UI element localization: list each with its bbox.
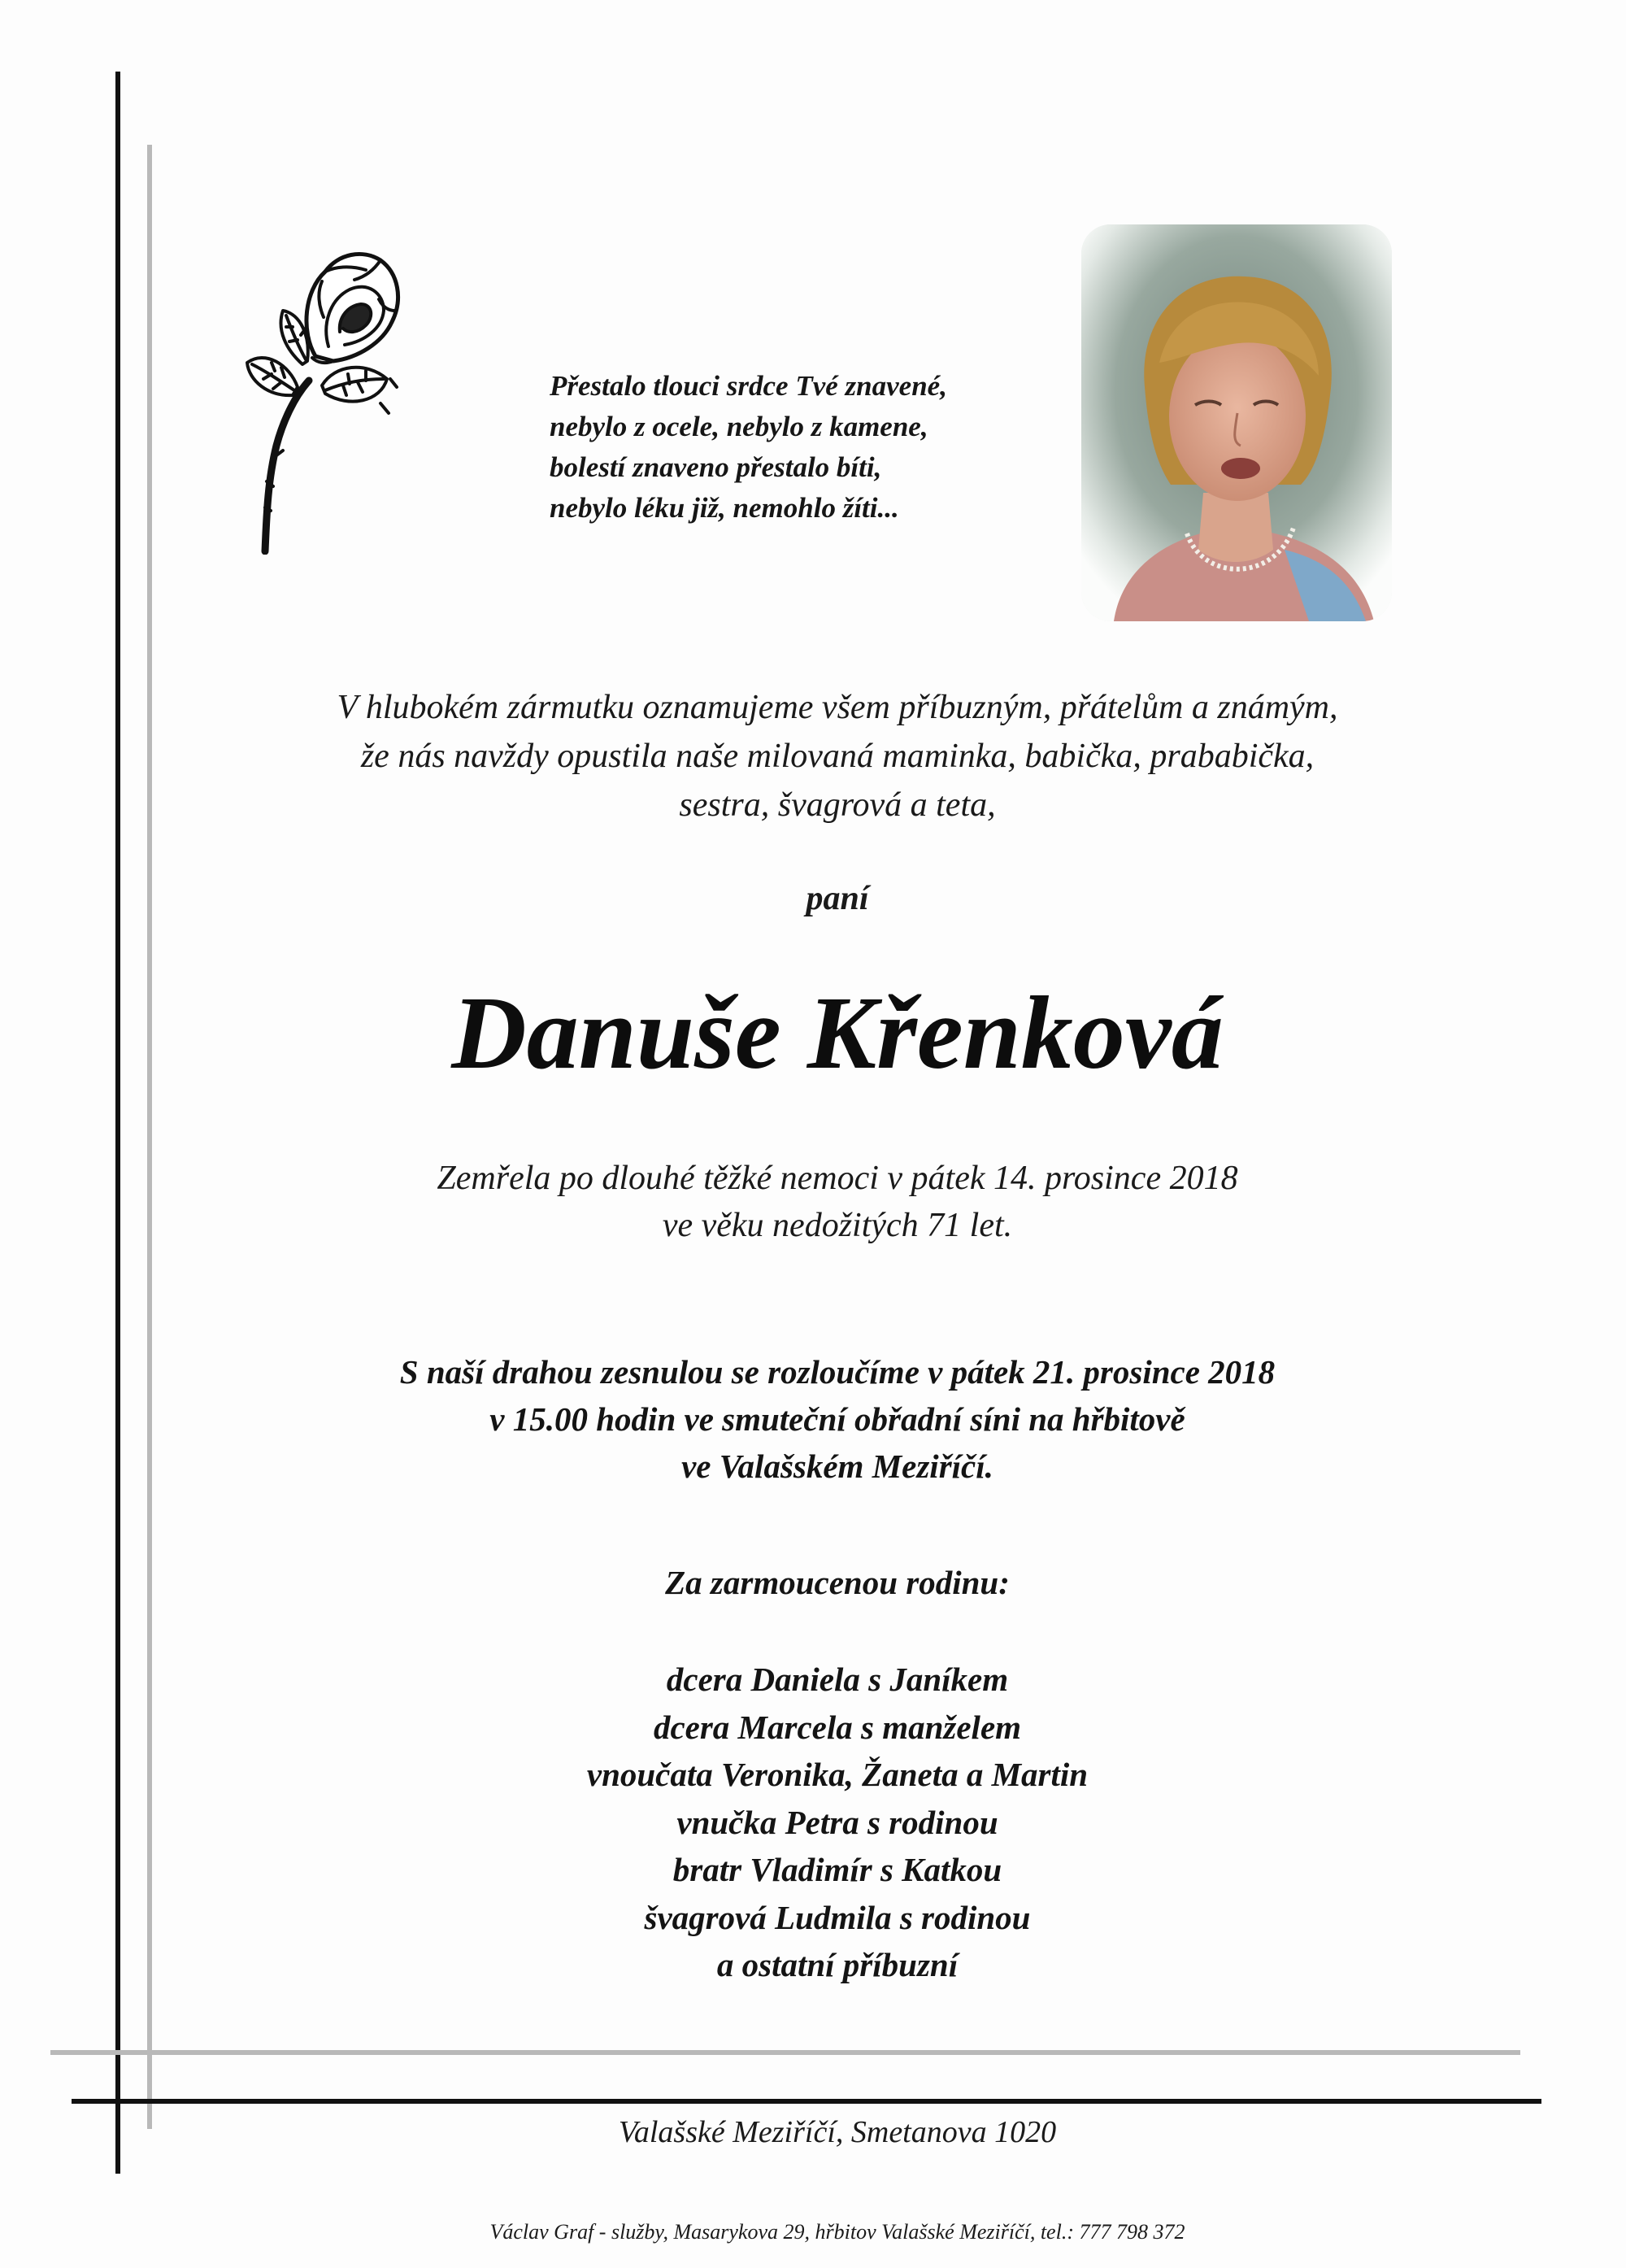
family-member: vnučka Petra s rodinou bbox=[676, 1803, 998, 1841]
death-info-line: ve věku nedožitých 71 let. bbox=[662, 1207, 1013, 1244]
footer-contact: Václav Graf - služby, Masarykova 29, hřbitov Valašské Meziříčí, tel.: 777 798 372 bbox=[489, 2220, 1185, 2244]
announcement-line: že nás navždy opustila naše milovaná maminka, babička, prababička, bbox=[360, 738, 1315, 775]
funeral-info bbox=[163, 1348, 1512, 1490]
funeral-info-line: S naší drahou zesnulou se rozloučíme v pátek 21. prosince 2018 bbox=[399, 1353, 1276, 1391]
frame-vertical-gray-line bbox=[147, 145, 152, 2129]
family-title: Za zarmoucenou rodinu: bbox=[665, 1564, 1010, 1601]
frame-horizontal-black-line bbox=[72, 2099, 1541, 2104]
poem bbox=[550, 366, 947, 529]
announcement bbox=[163, 683, 1512, 829]
frame-horizontal-gray-line bbox=[50, 2050, 1520, 2055]
funeral-info-line: ve Valašském Meziříčí. bbox=[681, 1447, 993, 1485]
family-member: dcera Daniela s Janíkem bbox=[666, 1661, 1009, 1698]
funeral-info-line: v 15.00 hodin ve smuteční obřadní síni na hřbitově bbox=[489, 1400, 1185, 1438]
family-member: švagrová Ludmila s rodinou bbox=[644, 1898, 1031, 1936]
rose-icon bbox=[244, 242, 406, 555]
poem-line: Přestalo tlouci srdce Tvé znavené, bbox=[550, 370, 947, 402]
poem-line: bolestí znaveno přestalo bíti, bbox=[550, 451, 882, 483]
deceased-name: Danuše Křenková bbox=[451, 975, 1224, 1090]
title-prefix: paní bbox=[806, 880, 869, 917]
portrait-photo bbox=[1081, 224, 1392, 621]
address: Valašské Meziříčí, Smetanova 1020 bbox=[618, 2115, 1057, 2149]
death-info-line: Zemřela po dlouhé těžké nemoci v pátek 14. prosince 2018 bbox=[437, 1160, 1238, 1197]
death-info bbox=[163, 1155, 1512, 1249]
family-member: a ostatní příbuzní bbox=[716, 1946, 959, 1983]
family-member: bratr Vladimír s Katkou bbox=[672, 1851, 1002, 1888]
poem-line: nebylo léku již, nemohlo žíti... bbox=[550, 492, 899, 524]
family-list bbox=[163, 1656, 1512, 1989]
announcement-line: sestra, švagrová a teta, bbox=[679, 786, 996, 824]
family-member: dcera Marcela s manželem bbox=[653, 1708, 1022, 1746]
poem-line: nebylo z ocele, nebylo z kamene, bbox=[550, 411, 928, 442]
family-member: vnoučata Veronika, Žaneta a Martin bbox=[586, 1756, 1089, 1793]
frame-vertical-black-line bbox=[115, 72, 120, 2174]
announcement-line: V hlubokém zármutku oznamujeme všem příbuzným, přátelům a známým, bbox=[337, 689, 1338, 726]
